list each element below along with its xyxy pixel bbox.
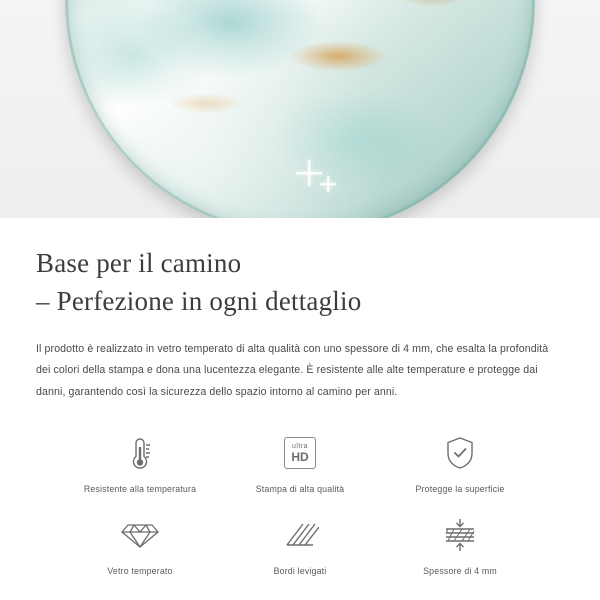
feature-item: [380, 512, 540, 576]
feature-item: [220, 430, 380, 494]
feature-label: Stampa di alta qualità: [255, 483, 345, 494]
feature-item: [60, 512, 220, 576]
feature-label: Spessore di 4 mm: [423, 565, 497, 576]
diamond-icon: [120, 512, 160, 558]
headline-line-1: Base per il camino: [36, 248, 242, 278]
ultra-hd-badge-bottom: HD: [291, 449, 309, 464]
page-title: [36, 244, 564, 321]
product-glass-plate: [65, 0, 535, 218]
feature-grid: [36, 430, 564, 576]
thermometer-icon: [123, 430, 157, 476]
ultra-hd-badge-top: ultra: [291, 442, 309, 450]
feature-label: Bordi levigati: [273, 565, 327, 576]
feature-label: Protegge la superficie: [415, 483, 505, 494]
feature-label: Vetro temperato: [107, 565, 173, 576]
feature-label: Resistente alla temperatura: [83, 483, 197, 494]
description-paragraph: Il prodotto è realizzato in vetro temperato di alta qualità con uno spessore di 4 mm, che esalta la profondità dei colori della stampa e dona una lucentezza elegante. È resistente alle alte temperature e protegge dai danni, garantendo così la sicurezza dello spazio intorno al camino per anni.: [36, 342, 549, 399]
feature-item: [60, 430, 220, 494]
polished-edges-icon: [281, 512, 319, 558]
hero-image: [0, 0, 600, 218]
ultra-hd-icon: [284, 430, 316, 476]
feature-item: [220, 512, 380, 576]
feature-item: [380, 430, 540, 494]
thickness-arrows-icon: [440, 512, 480, 558]
shield-check-icon: [442, 430, 478, 476]
content-block: [0, 244, 600, 576]
headline-line-2: – Perfezione in ogni dettaglio: [36, 286, 362, 317]
